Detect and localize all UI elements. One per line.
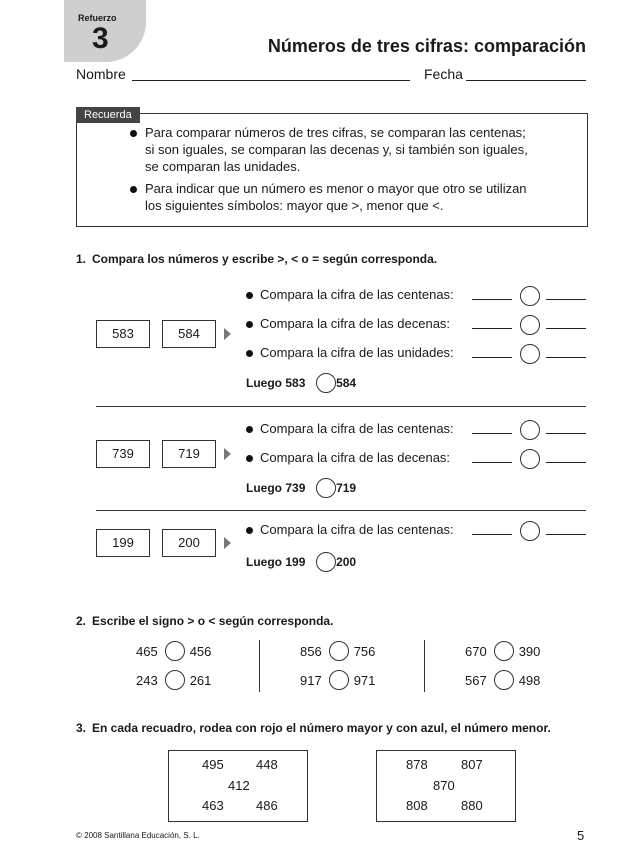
answer-blank[interactable] bbox=[472, 462, 512, 463]
answer-blank[interactable] bbox=[546, 433, 586, 434]
answer-circle[interactable] bbox=[520, 521, 540, 541]
answer-blank[interactable] bbox=[546, 357, 586, 358]
answer-circle[interactable] bbox=[316, 552, 336, 572]
box-number[interactable]: 486 bbox=[256, 798, 278, 813]
answer-blank[interactable] bbox=[472, 534, 512, 535]
compare-pair: 856 756 bbox=[300, 644, 376, 659]
number-box: 584 bbox=[162, 320, 216, 348]
bullet-dot bbox=[130, 186, 137, 193]
box-number[interactable]: 412 bbox=[228, 778, 250, 793]
copyright: © 2008 Santillana Educación, S. L. bbox=[76, 831, 200, 840]
box-number[interactable]: 807 bbox=[461, 757, 483, 772]
luego-line: Luego 739 719 bbox=[246, 481, 357, 495]
answer-circle[interactable] bbox=[520, 344, 540, 364]
exercise-3-heading: 3. En cada recuadro, rodea con rojo el número mayor y con azul, el número menor. bbox=[76, 721, 551, 735]
exercise-1-heading: 1. Compara los números y escribe >, < o = según corresponda. bbox=[76, 252, 438, 266]
bullet-dot bbox=[246, 321, 253, 328]
answer-blank[interactable] bbox=[546, 328, 586, 329]
name-line[interactable] bbox=[132, 80, 410, 81]
answer-circle[interactable] bbox=[494, 670, 514, 690]
step-centenas: Compara la cifra de las centenas: bbox=[260, 421, 454, 436]
number-box: 200 bbox=[162, 529, 216, 557]
answer-blank[interactable] bbox=[472, 433, 512, 434]
bullet-dot bbox=[130, 130, 137, 137]
divider bbox=[96, 510, 586, 511]
exercise-2-heading: 2. Escribe el signo > o < según corresponda. bbox=[76, 614, 334, 628]
number-box: 739 bbox=[96, 440, 150, 468]
box-number[interactable]: 495 bbox=[202, 757, 224, 772]
answer-circle[interactable] bbox=[520, 315, 540, 335]
number-box: 199 bbox=[96, 529, 150, 557]
page-number: 5 bbox=[577, 828, 585, 843]
bullet-dot bbox=[246, 527, 253, 534]
step-centenas: Compara la cifra de las centenas: bbox=[260, 522, 454, 537]
answer-circle[interactable] bbox=[329, 641, 349, 661]
bullet-dot bbox=[246, 350, 253, 357]
box-number[interactable]: 448 bbox=[256, 757, 278, 772]
recuerda-bullet-2: Para indicar que un número es menor o mayor que otro se utilizan los siguientes símbolos: mayor que >, menor que <. bbox=[145, 181, 527, 213]
arrow-right-icon bbox=[224, 448, 231, 460]
answer-circle[interactable] bbox=[316, 478, 336, 498]
compare-pair: 465 456 bbox=[136, 644, 212, 659]
number-box: 583 bbox=[96, 320, 150, 348]
answer-blank[interactable] bbox=[472, 357, 512, 358]
box-number[interactable]: 870 bbox=[433, 778, 455, 793]
page-title: Números de tres cifras: comparación bbox=[267, 36, 586, 56]
bullet-dot bbox=[246, 426, 253, 433]
luego-line: Luego 199 200 bbox=[246, 555, 357, 569]
answer-blank[interactable] bbox=[546, 462, 586, 463]
box-number[interactable]: 808 bbox=[406, 798, 428, 813]
answer-blank[interactable] bbox=[546, 534, 586, 535]
column-divider bbox=[259, 640, 260, 692]
answer-circle[interactable] bbox=[520, 420, 540, 440]
column-divider bbox=[424, 640, 425, 692]
box-number[interactable]: 880 bbox=[461, 798, 483, 813]
arrow-right-icon bbox=[224, 537, 231, 549]
box-number[interactable]: 463 bbox=[202, 798, 224, 813]
answer-circle[interactable] bbox=[520, 449, 540, 469]
name-label: Nombre bbox=[76, 66, 126, 82]
answer-circle[interactable] bbox=[316, 373, 336, 393]
arrow-right-icon bbox=[224, 328, 231, 340]
step-unidades: Compara la cifra de las unidades: bbox=[260, 345, 454, 360]
answer-blank[interactable] bbox=[472, 328, 512, 329]
bullet-dot bbox=[246, 455, 253, 462]
unit-number: 3 bbox=[92, 22, 109, 55]
answer-blank[interactable] bbox=[472, 299, 512, 300]
compare-pair: 917 971 bbox=[300, 673, 376, 688]
answer-circle[interactable] bbox=[520, 286, 540, 306]
bullet-dot bbox=[246, 292, 253, 299]
number-box: 719 bbox=[162, 440, 216, 468]
answer-circle[interactable] bbox=[165, 670, 185, 690]
recuerda-tag: Recuerda bbox=[76, 107, 140, 123]
compare-pair: 243 261 bbox=[136, 673, 212, 688]
recuerda-bullet-1: Para comparar números de tres cifras, se comparan las centenas; si son iguales, se comparan las decenas y, si también son iguales, se comparan las unidades. bbox=[145, 125, 528, 174]
refuerzo-label: Refuerzo bbox=[78, 13, 117, 23]
answer-circle[interactable] bbox=[165, 641, 185, 661]
date-label: Fecha bbox=[424, 66, 463, 82]
step-decenas: Compara la cifra de las decenas: bbox=[260, 450, 451, 465]
answer-circle[interactable] bbox=[494, 641, 514, 661]
date-line[interactable] bbox=[466, 80, 586, 81]
compare-pair: 670 390 bbox=[465, 644, 541, 659]
step-centenas: Compara la cifra de las centenas: bbox=[260, 287, 454, 302]
luego-line: Luego 583 584 bbox=[246, 376, 357, 390]
box-number[interactable]: 878 bbox=[406, 757, 428, 772]
answer-blank[interactable] bbox=[546, 299, 586, 300]
step-decenas: Compara la cifra de las decenas: bbox=[260, 316, 451, 331]
compare-pair: 567 498 bbox=[465, 673, 541, 688]
answer-circle[interactable] bbox=[329, 670, 349, 690]
divider bbox=[96, 406, 586, 407]
